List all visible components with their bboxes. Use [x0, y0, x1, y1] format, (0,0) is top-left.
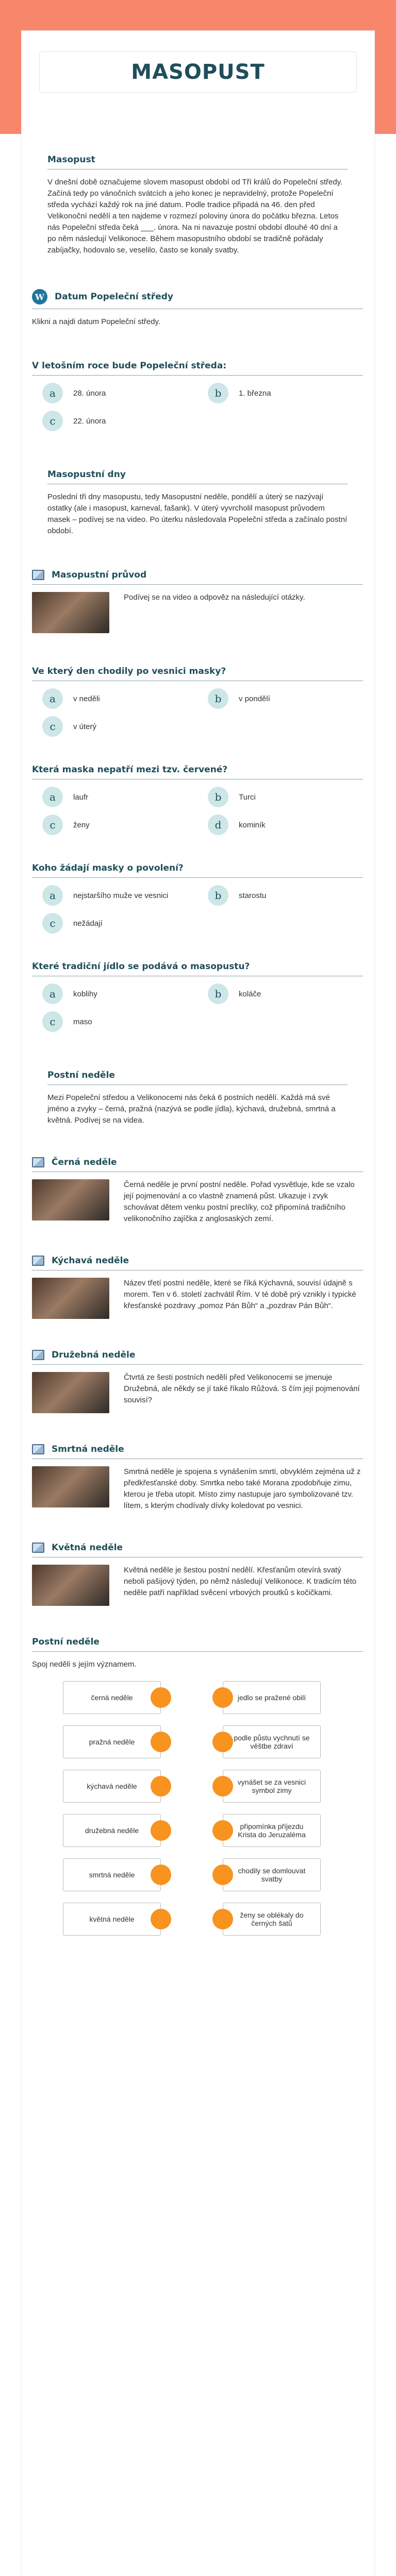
sunday-text: Smrtná neděle je spojena s vynášením smrti, obvyklém zejména už z předkřesťanské doby. Smrtka nebo také Morana zpodobňuje zimu, kterou je třeba utopit. Místo zimy nastupuje jaro symbolizované tzv. lítem, s kterým chodívaly dívky koledovat po vesnici. [124, 1467, 361, 1510]
option-text: 28. února [73, 388, 106, 398]
option-c[interactable] [42, 716, 197, 737]
option-c[interactable] [42, 411, 197, 431]
option-b[interactable] [208, 383, 363, 403]
match-text: Spoj neděli s jejím významem. [32, 1660, 137, 1669]
lent-heading: Postní neděle [47, 1070, 115, 1080]
sunday-heading: Květná neděle [52, 1543, 123, 1553]
option-text: v úterý [73, 722, 97, 731]
option-text: nejstaršího muže ve vesnici [73, 891, 169, 900]
option-b[interactable] [208, 688, 363, 709]
sunday-5 [32, 1444, 363, 1512]
divider [47, 1084, 348, 1085]
option-text: v neděli [73, 694, 100, 703]
video-heading: Masopustní průvod [52, 570, 147, 580]
option-b[interactable] [208, 885, 363, 906]
match-pair [32, 1720, 363, 1764]
question-3-heading: Která maska nepatří mezi tzv. červené? [32, 765, 228, 775]
option-text: 22. února [73, 416, 106, 426]
intro-text: V dnešní době označujeme slovem masopust období od Tří králů do Popeleční středy. Začíná tedy po vánočních svátcích a jeho konec je nepravidelný, protože Popeleční středa vychází každý rok na jiné datum. Podle tradice připadá na 46. den před Velikonoční nedělí a ten najdeme v rozmezí poloviny února do počátku března. Letos nás Popeleční středa čeká ___. února. Na ni navazuje postní období dlouhé 40 dní a po něm následují Velikonoce. Během masopustního období se tradičně pořádaly zabíjačky, hodovalo se, veselilo, často se konaly svatby. [47, 178, 343, 255]
connector-dot[interactable] [151, 1776, 171, 1797]
match-left-item: smrtná neděle [63, 1858, 161, 1891]
option-text: koblihy [73, 989, 97, 998]
option-b[interactable] [208, 787, 363, 807]
option-text: 1. března [239, 388, 271, 398]
days-section [32, 459, 363, 537]
divider [32, 584, 363, 585]
option-text: starostu [239, 891, 267, 900]
question-4 [32, 863, 363, 934]
connector-dot[interactable] [151, 1865, 171, 1885]
sunday-text: Černá neděle je první postní neděle. Pořad vysvětluje, kde se vzalo její pojmenování a co vlastně znamená půst. Ukazuje i zvyk schovávat dětem venku postní preclíky, což připomíná tradičního velikonočního zajíčka z anglosaských zemí. [124, 1180, 355, 1223]
connector-dot[interactable] [151, 1909, 171, 1929]
image-icon [32, 1543, 44, 1553]
match-right-item: jedlo se pražené obilí [223, 1681, 321, 1714]
match-pair [32, 1808, 363, 1853]
sunday-heading: Černá neděle [52, 1157, 117, 1167]
option-a[interactable] [42, 787, 197, 807]
question-2 [32, 666, 363, 737]
option-letter: b [208, 787, 228, 807]
divider [32, 1651, 363, 1652]
date-section [32, 289, 363, 328]
question-5 [32, 961, 363, 1032]
match-right-item: podle půstu vychnutí se věštbe zdraví [223, 1725, 321, 1758]
sunday-1 [32, 1157, 363, 1225]
question-1 [32, 361, 363, 431]
question-4-heading: Koho žádají masky o povolení? [32, 863, 184, 873]
sunday-text: Název třetí postní neděle, které se říká Kýchavná, souvisí údajně s morem. Ten v 6. století zachvátil Řím. V té době prý vznikly i typické křesťanské pozdravy „pomoz Pán Bůh“ a „pozdrav Pán Bůh“. [124, 1279, 356, 1310]
video-text: Podívej se na video a odpověz na následující otázky. [124, 593, 305, 602]
sunday-heading: Smrtná neděle [52, 1444, 124, 1454]
image-icon [32, 1157, 44, 1167]
sunday-text: Květná neděle je šestou postní nedělí. Křesťanům otevírá svatý neboli pašijový týden, po němž následují Velikonoce. K tradicím této neděle patří například svěcení vrbových proutků s kočičkami. [124, 1566, 357, 1597]
question-5-heading: Které tradiční jídlo se podává o masopustu? [32, 961, 250, 972]
option-letter: b [208, 383, 228, 403]
connector-dot[interactable] [151, 1820, 171, 1841]
video-thumbnail[interactable] [32, 1179, 109, 1221]
image-icon [32, 1350, 44, 1360]
connector-dot[interactable] [212, 1687, 233, 1708]
video-thumbnail[interactable] [32, 1278, 109, 1319]
match-section [32, 1637, 363, 1941]
question-1-heading: V letošním roce bude Popeleční středa: [32, 361, 227, 371]
option-letter: c [42, 716, 63, 737]
sunday-heading: Družebná neděle [52, 1350, 136, 1360]
option-letter: c [42, 411, 63, 431]
option-a[interactable] [42, 383, 197, 403]
option-letter: a [42, 383, 63, 403]
option-letter: a [42, 688, 63, 709]
option-a[interactable] [42, 984, 197, 1004]
image-icon [32, 1444, 44, 1454]
lent-text: Mezi Popeleční středou a Velikonocemi nás čeká 6 postních nedělí. Každá má své jméno a zvyky – černá, pražná (nazývá se podle jídla), kýchavá, družebná, smrtná a květná. Podívej se na videa. [47, 1093, 336, 1125]
wordpress-icon: W [32, 289, 47, 304]
sunday-text: Čtvrtá ze šesti postních nedělí před Velikonocemi se jmenuje Družebná, ale někdy se jí také říkalo Růžová. S čím její pojmenování souvisí? [124, 1373, 360, 1404]
option-text: koláče [239, 989, 261, 998]
option-d[interactable] [208, 815, 363, 835]
connector-dot[interactable] [212, 1732, 233, 1752]
option-letter: c [42, 913, 63, 934]
divider [32, 375, 363, 376]
divider [47, 169, 348, 170]
connector-dot[interactable] [151, 1687, 171, 1708]
question-2-heading: Ve který den chodily po vesnici masky? [32, 666, 226, 676]
option-letter: d [208, 815, 228, 835]
option-text: nežádají [73, 919, 103, 928]
video-thumbnail[interactable] [32, 592, 109, 633]
option-a[interactable] [42, 885, 197, 906]
option-text: ženy [73, 820, 90, 829]
match-left-item: květná neděle [63, 1903, 161, 1936]
option-text: v pondělí [239, 694, 270, 703]
sunday-heading: Kýchavá neděle [52, 1256, 129, 1266]
question-3 [32, 765, 363, 835]
match-pair [32, 1853, 363, 1897]
option-letter: c [42, 815, 63, 835]
option-text: maso [73, 1017, 92, 1026]
option-letter: b [208, 688, 228, 709]
match-left-item: družebná neděle [63, 1814, 161, 1847]
match-right-item: vynášet se za vesnici symbol zimy [223, 1770, 321, 1803]
connector-dot[interactable] [212, 1909, 233, 1929]
content [32, 144, 363, 1941]
date-text: Klikni a najdi datum Popeleční středy. [32, 317, 161, 326]
image-icon [32, 1256, 44, 1266]
connector-dot[interactable] [151, 1732, 171, 1752]
option-letter: b [208, 984, 228, 1004]
match-left-item: černá neděle [63, 1681, 161, 1714]
match-left-item: kýchavá neděle [63, 1770, 161, 1803]
option-a[interactable] [42, 688, 197, 709]
date-heading[interactable]: Datum Popeleční středy [55, 292, 173, 302]
sunday-3 [32, 1256, 363, 1319]
match-heading: Postní neděle [32, 1637, 100, 1647]
option-letter: a [42, 984, 63, 1004]
match-pair [32, 1897, 363, 1941]
option-letter: a [42, 787, 63, 807]
option-c[interactable] [42, 913, 197, 934]
divider [32, 1364, 363, 1365]
match-pair [32, 1764, 363, 1808]
video-thumbnail[interactable] [32, 1372, 109, 1413]
page-title: MASOPUST [39, 52, 357, 93]
image-icon [32, 570, 44, 580]
connector-dot[interactable] [212, 1820, 233, 1841]
match-left-item: pražná neděle [63, 1725, 161, 1758]
option-letter: c [42, 1011, 63, 1032]
option-text: kominík [239, 820, 266, 829]
option-text: Turci [239, 792, 256, 802]
match-right-item: připomínka příjezdu Krista do Jeruzaléma [223, 1814, 321, 1847]
option-letter: a [42, 885, 63, 906]
days-heading: Masopustní dny [47, 469, 126, 480]
connector-dot[interactable] [212, 1776, 233, 1797]
intro-heading: Masopust [47, 155, 95, 165]
lent-section [32, 1060, 363, 1126]
option-c[interactable] [42, 815, 197, 835]
match-right-item: chodily se domlouvat svatby [223, 1858, 321, 1891]
video-thumbnail[interactable] [32, 1565, 109, 1606]
video-thumbnail[interactable] [32, 1466, 109, 1507]
intro-section [32, 144, 363, 256]
option-b[interactable] [208, 984, 363, 1004]
match-pair [32, 1675, 363, 1720]
days-text: Poslední tři dny masopustu, tedy Masopustní neděle, pondělí a úterý se nazývají ostatky (ale i masopust, karneval, fašank). V úterý vyvrcholil masopust průvodem masek – podívej se na video. Po úterku následovala Popeleční středa a začínalo postní období. [47, 493, 348, 535]
divider [32, 877, 363, 878]
match-right-item: ženy se oblékaly do černých šatů [223, 1903, 321, 1936]
sunday-4 [32, 1350, 363, 1413]
video-section [32, 570, 363, 633]
option-c[interactable] [42, 1011, 197, 1032]
sunday-6 [32, 1543, 363, 1606]
connector-dot[interactable] [212, 1865, 233, 1885]
option-letter: b [208, 885, 228, 906]
option-text: laufr [73, 792, 89, 802]
